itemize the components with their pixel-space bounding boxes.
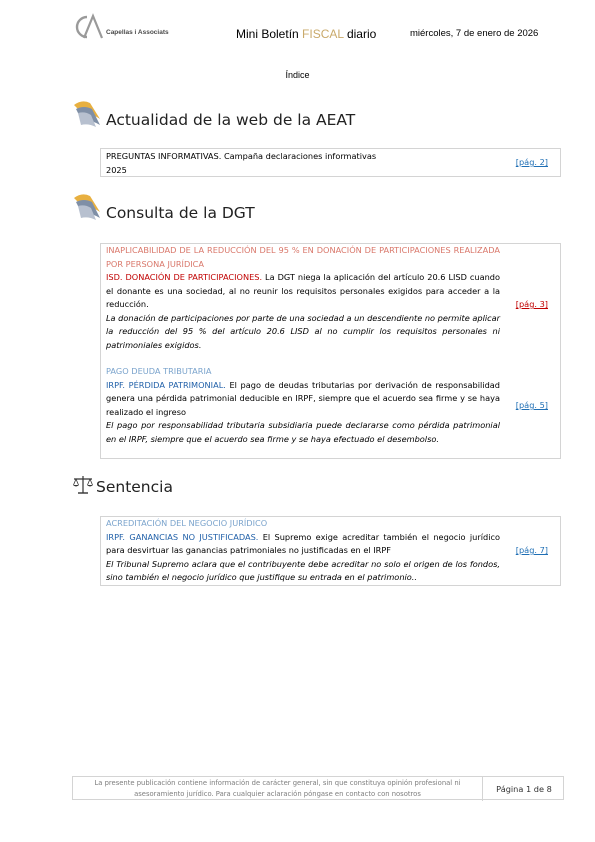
list-item (101, 365, 560, 446)
logo-text: Capellas i Associats (106, 29, 169, 36)
entry-lead: IRPF. GANANCIAS NO JUSTIFICADAS. (106, 531, 259, 542)
entry-lead: ISD. DONACIÓN DE PARTICIPACIONES. (106, 272, 263, 282)
bulletin-title (236, 27, 376, 41)
page-link[interactable]: [pág. 5] (515, 400, 548, 410)
page-footer (72, 776, 564, 800)
list-item (101, 149, 560, 177)
section-title-aeat: Actualidad de la web de la AEAT (106, 111, 356, 129)
page-link[interactable]: [pág. 3] (515, 299, 548, 309)
entry-text: La DGT niega la aplicación del artículo 20.6 LISD cuando el donante es una sociedad, al no reunir los requisitos personales exigidos para acceder a la reducción. (106, 272, 500, 309)
entry-text: El Supremo exige acreditar también el negocio jurídico para desvirtuar las ganancias patrimoniales no justificadas en el IRPF (106, 531, 500, 555)
entry-kicker: PAGO DEUDA TRIBUTARIA (106, 366, 212, 376)
page-indicator: Página 1 de 8 (496, 784, 552, 794)
aeat-entry-box (100, 148, 561, 177)
agency-logo-icon (72, 190, 104, 222)
bulletin-title-highlight: FISCAL (302, 27, 344, 41)
entry-summary: El pago por responsabilidad tributaria subsidiaria puede declararse como pérdida patrimonial en el IRPF, siempre que el acuerdo sea firme y se haya efectuado el desembolso. (106, 420, 500, 444)
agency-logo-icon (72, 97, 104, 129)
bulletin-title-suffix: diario (343, 27, 377, 41)
scales-icon (72, 474, 94, 496)
index-title: Índice (285, 70, 310, 80)
section-heading-dgt (72, 190, 255, 222)
entry-kicker: ACREDITACIÓN DEL NEGOCIO JURÍDICO (106, 518, 268, 528)
section-heading-sentencia (72, 474, 173, 496)
footer-disclaimer: La presente publicación contiene información de carácter general, sin que constituya opinión profesional ni asesoramiento jurídico. Para cualquier aclaración póngase en contacto con nosotros (73, 777, 483, 801)
company-logo (72, 13, 182, 43)
dgt-entries-box (100, 243, 561, 459)
entry-text: El pago de deudas tributarias por derivación de responsabilidad genera una pérdida patrimonial deducible en IRPF, siempre que el acuerdo sea firme y se haya realizado el ingreso (106, 379, 500, 417)
bulletin-title-prefix: Mini Boletín (236, 27, 303, 41)
page-link[interactable]: [pág. 2] (515, 157, 548, 167)
entry-lead: IRPF. PÉRDIDA PATRIMONIAL. (106, 379, 226, 390)
ca-monogram-icon (72, 13, 106, 41)
page-link[interactable]: [pág. 7] (515, 545, 548, 555)
list-item (101, 517, 560, 585)
header-date: miércoles, 7 de enero de 2026 (410, 28, 539, 39)
section-title-dgt: Consulta de la DGT (106, 204, 255, 222)
entry-lead: PREGUNTAS INFORMATIVAS. (106, 151, 222, 161)
entry-kicker: INAPLICABILIDAD DE LA REDUCCIÓN DEL 95 % EN DONACIÓN DE PARTICIPACIONES REALIZADA POR PERSONA JURÍDICA (106, 245, 500, 269)
section-heading-aeat (72, 97, 355, 129)
entry-text: Campaña declaraciones informativas 2025 (106, 151, 377, 175)
entry-summary: El Tribunal Supremo aclara que el contribuyente debe acreditar no solo el origen de los fondos, sino también el negocio jurídico que justifique su entrada en el patrimonio.. (106, 558, 500, 582)
list-item (101, 244, 560, 352)
entry-summary: La donación de participaciones por parte de una sociedad a un descendiente no permite aplicar la reducción del 95 % del artículo 20.6 LISD al no cumplir los requisitos personales ni patrimoniales exigidos. (106, 312, 501, 350)
sentencia-entry-box (100, 516, 561, 586)
section-title-sentencia: Sentencia (96, 478, 173, 496)
